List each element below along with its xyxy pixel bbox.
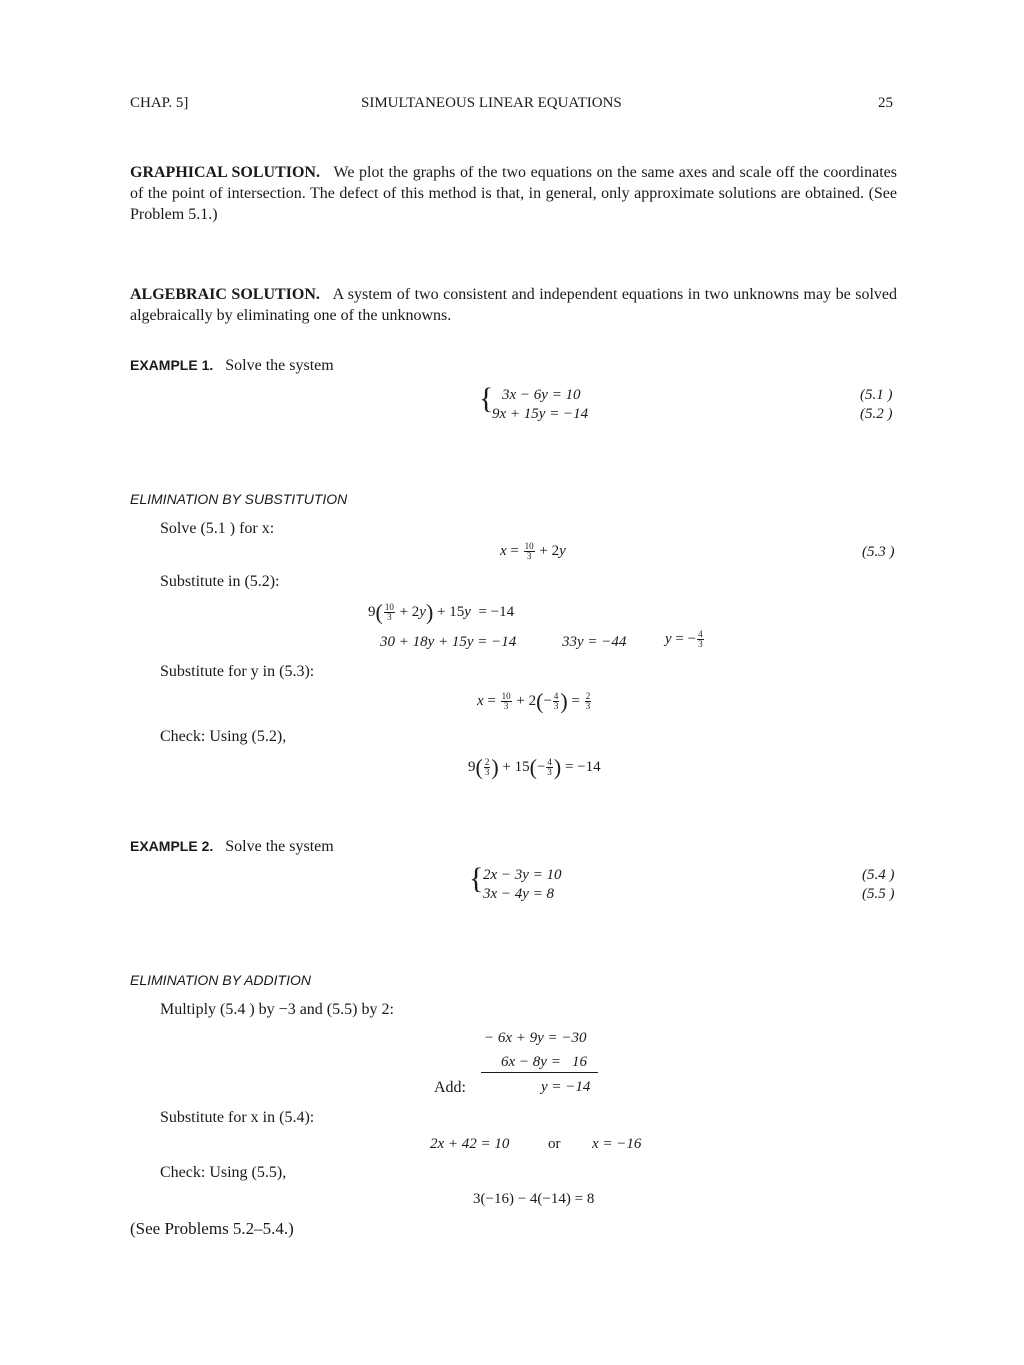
example1-eq2: 9x + 15y = −14: [492, 406, 589, 422]
addition-sum-rule: [481, 1072, 598, 1073]
algebraic-solution-paragraph: [130, 284, 897, 326]
substitution-step3: Substitute for y in (5.3):: [160, 663, 315, 680]
example2-text: Solve the system: [225, 838, 334, 855]
graphical-solution-text: We plot the graphs of the two equations on the same axes and scale off the coordinates of the point of intersection. The defect of this method is that, in general, only approximate solutions are obtained. (See Problem 5.1.): [130, 164, 897, 223]
see-problems-note: (See Problems 5.2–5.4.): [130, 1219, 294, 1238]
example1-eq1: 3x − 6y = 10: [502, 387, 581, 403]
substitution-line2-a: 30 + 18y + 15y = −14: [380, 634, 517, 650]
algebraic-solution-text: A system of two consistent and independent equations in two unknowns may be solved algebraically by eliminating one of the unknowns.: [130, 286, 898, 324]
example2-eq2-ref: (5.5 ): [862, 886, 895, 902]
addition-add-label: Add:: [434, 1079, 466, 1096]
addition-eq-or: or: [548, 1136, 561, 1152]
algebraic-solution-heading: ALGEBRAIC SOLUTION.: [130, 286, 320, 303]
substitution-line1: 9( $\frac{10}{3}$ + 2y) + 15y = −14: [368, 599, 515, 625]
substitution-eq-x: x = $\frac{10}{3}$ + 2y: [500, 541, 566, 561]
example2-eq1: 2x − 3y = 10: [483, 867, 562, 883]
addition-title: ELIMINATION BY ADDITION: [130, 972, 311, 988]
running-title: SIMULTANEOUS LINEAR EQUATIONS: [361, 95, 622, 111]
addition-check: 3(−16) − 4(−14) = 8: [473, 1191, 595, 1207]
addition-step2: Substitute for x in (5.4):: [160, 1109, 315, 1126]
example1-text: Solve the system: [225, 357, 334, 374]
example1-brace: {: [479, 382, 494, 415]
substitution-step1: Solve (5.1 ) for x:: [160, 520, 275, 537]
example1-label: EXAMPLE 1.: [130, 357, 214, 373]
substitution-eq-ref: (5.3 ): [862, 544, 895, 560]
example2-brace: {: [469, 862, 484, 895]
graphical-solution-paragraph: [130, 162, 897, 225]
example2-eq1-ref: (5.4 ): [862, 867, 895, 883]
substitution-check: 9( $\frac{2}{3}$ ) + 15(− $\frac{4}{3}$ ) = −14: [468, 754, 601, 780]
substitution-step4: Check: Using (5.2),: [160, 728, 287, 745]
substitution-x-solution: x = $\frac{10}{3}$ + 2(− $\frac{4}{3}$ ) = $\frac{2}{3}$: [477, 688, 591, 714]
example1-intro: [130, 357, 334, 375]
graphical-solution-heading: GRAPHICAL SOLUTION.: [130, 164, 320, 181]
addition-eq-a: 2x + 42 = 10: [430, 1136, 510, 1152]
addition-step1: Multiply (5.4 ) by −3 and (5.5) by 2:: [160, 1001, 394, 1018]
addition-row1: − 6x + 9y = −30: [484, 1030, 587, 1046]
page-number: 25: [878, 95, 893, 111]
example1-eq1-ref: (5.1 ): [860, 387, 893, 403]
chapter-label: CHAP. 5]: [130, 95, 189, 111]
substitution-step2: Substitute in (5.2):: [160, 573, 280, 590]
addition-eq-b: x = −16: [592, 1136, 642, 1152]
substitution-line2-b: 33y = −44: [562, 634, 627, 650]
example1-eq2-ref: (5.2 ): [860, 406, 893, 422]
substitution-line2-c: y = − $\frac{4}{3}$: [665, 629, 703, 649]
example2-label: EXAMPLE 2.: [130, 838, 214, 854]
example2-intro: [130, 838, 334, 856]
example2-eq2: 3x − 4y = 8: [483, 886, 555, 902]
addition-row3: y = −14: [541, 1079, 591, 1095]
substitution-title: ELIMINATION BY SUBSTITUTION: [130, 491, 348, 507]
addition-row2: 6x − 8y = 16: [501, 1054, 588, 1070]
addition-step3: Check: Using (5.5),: [160, 1164, 287, 1181]
